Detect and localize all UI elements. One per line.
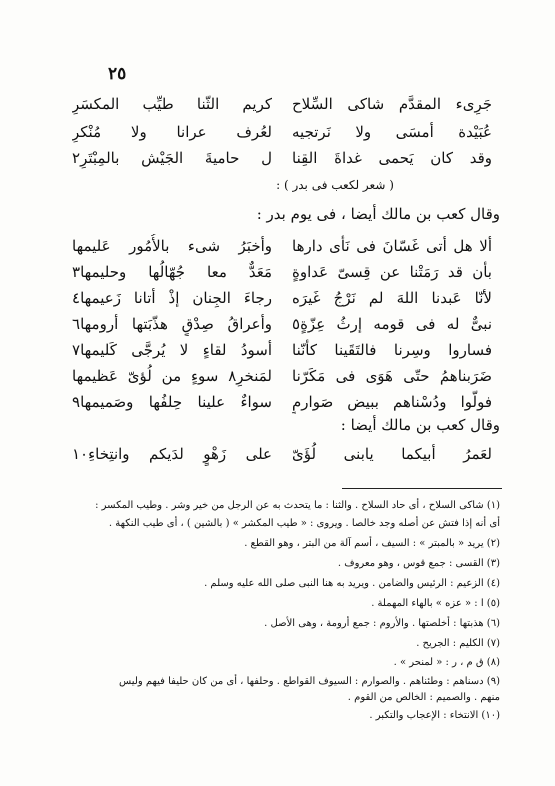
footnote: (٨) ق م ، ر : « لمنحر » .	[393, 657, 500, 668]
verse-line	[72, 364, 492, 388]
intro-line: وقال كعب بن مالك أيضا ، فى يوم بدر :	[256, 205, 500, 223]
footnote: (٥) ا : « عزه » بالهاء المهملة .	[371, 598, 500, 609]
hemistich-first: عُبَيْدة أمسَى ولا نَرتجيه	[292, 123, 492, 141]
footnote: (١) شاكى السلاح ، أى حاد السلاح . والثنا : ما يتحدث به عن الرجل من خير وشر . وطيب المكسر :	[95, 500, 500, 511]
hemistich-second: أسودُ لقاءٍ لا يُرجَّى كَليمها٧	[72, 341, 272, 359]
verse-line	[72, 390, 492, 414]
hemistich-second: لعُرف عرانا ولا مُنْكرِ	[72, 123, 272, 141]
verse-line	[72, 234, 492, 258]
footnote: (٣) القسى : جمع قوس ، وهو معروف .	[337, 558, 500, 569]
hemistich-first: فساروا وسِرنا فالتَقَينا كأنّنا	[292, 341, 492, 359]
footnote: (٤) الزعيم : الرئيس والضامن . ويريد به هنا النبى صلى الله عليه وسلم .	[204, 578, 500, 589]
verse-line	[72, 338, 492, 362]
verse-line	[72, 120, 492, 144]
footnote: (١٠) الانتخاء : الإعجاب والتكبر .	[369, 710, 500, 721]
verse-line	[72, 312, 492, 336]
section-heading: ( شعر لكعب فى بدر ) :	[276, 178, 394, 192]
hemistich-first: بأن قد رَمَتْنا عن قِسىّ عَداوةٍ	[292, 263, 492, 281]
hemistich-first: جَرِىء المقدَّم شاكى السِّلاح	[292, 95, 492, 113]
hemistich-second: على زَهْوٍ لدَيكم وانتِخاءِ١٠	[72, 445, 272, 463]
footnote: (٧) الكليم : الجريح .	[416, 638, 500, 649]
hemistich-second: لمَنخرِ٨ سوءٍ من لُؤىّ عَظيمها	[72, 367, 272, 385]
verse-line	[72, 260, 492, 284]
footnote: منهم . والصميم : الخالص من القوم .	[347, 692, 500, 703]
footnote: (٢) يريد « بالمبتر » : السيف ، أسم آلة من البتر ، وهو القطع .	[244, 538, 500, 549]
hemistich-first: ضَرَبناهمُ حتّى هَوَى فى مَكَرّنا	[292, 367, 492, 385]
hemistich-second: وأعراقُ صِدْقٍ هذّبَتها أرومها٦	[72, 315, 272, 333]
verse-line	[72, 286, 492, 310]
verse-line	[72, 442, 492, 466]
hemistich-second: وأخبَرُ شىء بالأُمُور عَليمها	[72, 237, 272, 255]
intro-line: وقال كعب بن مالك أيضا :	[340, 416, 500, 434]
footnote: (٩) دسناهم : وطئناهم . والصوارم : السيوف القواطع . وحلفها ، أى من كان حليفا فيهم وليس	[119, 676, 500, 687]
hemistich-second: سواءٌ علينا حِلفُها وصَميمها٩	[72, 393, 272, 411]
footnote: أى أنه إذا فتش عن أصله وجد خالصا . ويروى : « طيب المكشر » ( بالشين ) ، أى طيب النكهة .	[108, 518, 500, 529]
hemistich-first: نبىٌّ له فى قومه إرثُ عِزّةٍ٥	[292, 315, 492, 333]
footnote-divider	[342, 488, 502, 489]
hemistich-first: لعَمرُ أبيكما يابنى لُؤَىّ	[292, 445, 492, 463]
page-number: ٢٥	[108, 64, 127, 84]
footnote: (٦) هذبتها : أخلصتها . والأروم : جمع أرومة ، وهى الأصل .	[264, 618, 500, 629]
verse-line	[72, 146, 492, 170]
hemistich-second: ل حاميةَ الجَيْش بالمِبْتَرِ٢	[72, 149, 272, 167]
hemistich-first: لأنّا عَبدنا اللهَ لم نَرْجُ غَيرَه	[292, 289, 492, 307]
hemistich-second: رجاءَ الجِنان إذْ أتانا زَعيمها٤	[72, 289, 272, 307]
hemistich-first: ألا هل أتى غَسّانَ فى نَأى دارها	[292, 237, 492, 255]
hemistich-first: وقد كان يَحمى غداةَ القِنا	[292, 149, 492, 167]
hemistich-second: مَعَدٌّ معا جُهّالُها وحليمها٣	[72, 263, 272, 281]
verse-line	[72, 92, 492, 116]
hemistich-first: فولَّوا ودُسْناهم ببيض صَوارمٍ	[292, 393, 492, 411]
hemistich-second: كريم الثّنا طيِّب المكسَرِ	[72, 95, 272, 113]
